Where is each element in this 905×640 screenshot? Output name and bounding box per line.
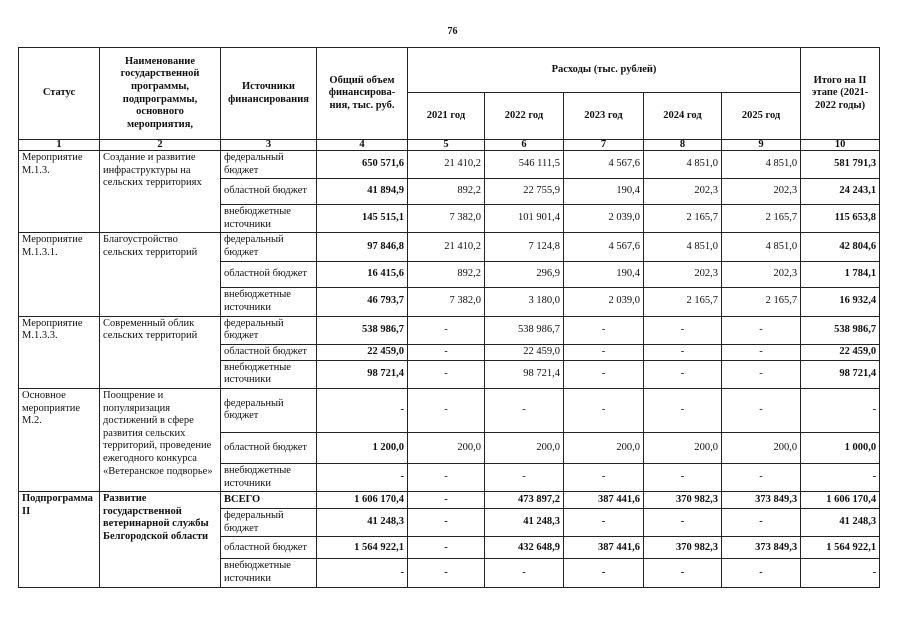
column-index: 6 xyxy=(485,140,564,151)
year-value-cell: - xyxy=(644,344,722,360)
column-index: 9 xyxy=(722,140,801,151)
source-cell: федеральный бюджет xyxy=(221,316,317,344)
table-row xyxy=(19,492,880,509)
source-cell: внебюджетные источники xyxy=(221,205,317,233)
year-value-cell: 4 851,0 xyxy=(644,151,722,179)
year-value-cell: 22 459,0 xyxy=(485,344,564,360)
year-value-cell: - xyxy=(564,316,644,344)
year-value-cell: 2 039,0 xyxy=(564,205,644,233)
year-value-cell: - xyxy=(408,316,485,344)
year-value-cell: 3 180,0 xyxy=(485,287,564,316)
itogo-cell: 1 606 170,4 xyxy=(801,492,880,509)
itogo-cell: 42 804,6 xyxy=(801,233,880,261)
itogo-cell: 538 986,7 xyxy=(801,316,880,344)
itogo-cell: 581 791,3 xyxy=(801,151,880,179)
total-cell: 145 515,1 xyxy=(317,205,408,233)
year-value-cell: 200,0 xyxy=(485,432,564,463)
year-value-cell: 7 382,0 xyxy=(408,287,485,316)
year-value-cell: 2 165,7 xyxy=(644,205,722,233)
year-value-cell: 4 851,0 xyxy=(722,233,801,261)
year-value-cell: 98 721,4 xyxy=(485,360,564,388)
year-value-cell: 202,3 xyxy=(644,179,722,205)
year-value-cell: - xyxy=(722,344,801,360)
source-cell: внебюджетные источники xyxy=(221,463,317,491)
year-value-cell: 2 165,7 xyxy=(722,287,801,316)
total-cell: 1 564 922,1 xyxy=(317,537,408,559)
name-cell: Развитие государственной ветеринарной службы Белгородской области xyxy=(100,492,221,587)
itogo-cell: - xyxy=(801,463,880,491)
year-value-cell: - xyxy=(722,509,801,537)
year-value-cell: 538 986,7 xyxy=(485,316,564,344)
year-value-cell: 22 755,9 xyxy=(485,179,564,205)
header-year: 2024 год xyxy=(644,93,722,140)
header-year: 2025 год xyxy=(722,93,801,140)
year-value-cell: 7 124,8 xyxy=(485,233,564,261)
year-value-cell: - xyxy=(722,559,801,587)
page-number: 76 xyxy=(447,26,458,37)
source-cell: федеральный бюджет xyxy=(221,233,317,261)
budget-table xyxy=(18,47,880,588)
itogo-cell: - xyxy=(801,559,880,587)
status-cell: Мероприятие М.1.3. xyxy=(19,151,100,233)
year-value-cell: - xyxy=(722,316,801,344)
itogo-cell: - xyxy=(801,388,880,432)
year-value-cell: 21 410,2 xyxy=(408,151,485,179)
itogo-cell: 22 459,0 xyxy=(801,344,880,360)
year-value-cell: 432 648,9 xyxy=(485,537,564,559)
column-index-row xyxy=(19,140,880,151)
year-value-cell: - xyxy=(564,463,644,491)
header-status: Статус xyxy=(19,48,100,140)
itogo-cell: 16 932,4 xyxy=(801,287,880,316)
itogo-cell: 1 000,0 xyxy=(801,432,880,463)
source-cell: областной бюджет xyxy=(221,344,317,360)
year-value-cell: 546 111,5 xyxy=(485,151,564,179)
header-total: Общий объем финансирова-ния, тыс. руб. xyxy=(317,48,408,140)
year-value-cell: 41 248,3 xyxy=(485,509,564,537)
column-index: 3 xyxy=(221,140,317,151)
total-cell: 650 571,6 xyxy=(317,151,408,179)
year-value-cell: 4 567,6 xyxy=(564,233,644,261)
total-cell: 1 200,0 xyxy=(317,432,408,463)
year-value-cell: 101 901,4 xyxy=(485,205,564,233)
year-value-cell: 373 849,3 xyxy=(722,492,801,509)
total-cell: 1 606 170,4 xyxy=(317,492,408,509)
column-index: 7 xyxy=(564,140,644,151)
year-value-cell: 202,3 xyxy=(722,179,801,205)
year-value-cell: - xyxy=(408,360,485,388)
year-value-cell: - xyxy=(564,360,644,388)
column-index: 2 xyxy=(100,140,221,151)
year-value-cell: 4 851,0 xyxy=(722,151,801,179)
year-value-cell: - xyxy=(408,388,485,432)
year-value-cell: - xyxy=(644,360,722,388)
itogo-cell: 24 243,1 xyxy=(801,179,880,205)
source-cell: областной бюджет xyxy=(221,179,317,205)
table-row xyxy=(19,388,880,432)
source-cell: областной бюджет xyxy=(221,537,317,559)
year-value-cell: 7 382,0 xyxy=(408,205,485,233)
total-cell: 98 721,4 xyxy=(317,360,408,388)
source-cell: федеральный бюджет xyxy=(221,388,317,432)
total-cell: 16 415,6 xyxy=(317,261,408,287)
year-value-cell: 4 567,6 xyxy=(564,151,644,179)
status-cell: Основное мероприятие М.2. xyxy=(19,388,100,491)
total-cell: 41 248,3 xyxy=(317,509,408,537)
year-value-cell: - xyxy=(722,360,801,388)
total-cell: 46 793,7 xyxy=(317,287,408,316)
year-value-cell: 200,0 xyxy=(644,432,722,463)
total-cell: - xyxy=(317,388,408,432)
status-cell: Мероприятие М.1.3.1. xyxy=(19,233,100,316)
year-value-cell: - xyxy=(644,509,722,537)
year-value-cell: 21 410,2 xyxy=(408,233,485,261)
year-value-cell: 2 039,0 xyxy=(564,287,644,316)
year-value-cell: - xyxy=(722,388,801,432)
total-cell: 41 894,9 xyxy=(317,179,408,205)
year-value-cell: - xyxy=(564,388,644,432)
year-value-cell: 387 441,6 xyxy=(564,492,644,509)
year-value-cell: - xyxy=(644,559,722,587)
year-value-cell: 892,2 xyxy=(408,179,485,205)
itogo-cell: 98 721,4 xyxy=(801,360,880,388)
year-value-cell: 370 982,3 xyxy=(644,537,722,559)
header-expenses: Расходы (тыс. рублей) xyxy=(408,48,801,93)
source-cell: областной бюджет xyxy=(221,432,317,463)
year-value-cell: 370 982,3 xyxy=(644,492,722,509)
year-value-cell: - xyxy=(408,509,485,537)
table-row xyxy=(19,151,880,179)
year-value-cell: - xyxy=(564,344,644,360)
year-value-cell: 2 165,7 xyxy=(644,287,722,316)
total-cell: - xyxy=(317,559,408,587)
year-value-cell: - xyxy=(408,463,485,491)
header-itogo: Итого на II этапе (2021-2022 годы) xyxy=(801,48,880,140)
year-value-cell: - xyxy=(485,388,564,432)
table-row xyxy=(19,316,880,344)
status-cell: Мероприятие М.1.3.3. xyxy=(19,316,100,388)
year-value-cell: 190,4 xyxy=(564,261,644,287)
year-value-cell: 296,9 xyxy=(485,261,564,287)
source-cell: внебюджетные источники xyxy=(221,287,317,316)
source-cell: ВСЕГО xyxy=(221,492,317,509)
source-cell: внебюджетные источники xyxy=(221,559,317,587)
year-value-cell: 200,0 xyxy=(722,432,801,463)
year-value-cell: - xyxy=(722,463,801,491)
year-value-cell: 4 851,0 xyxy=(644,233,722,261)
year-value-cell: 2 165,7 xyxy=(722,205,801,233)
header-year: 2023 год xyxy=(564,93,644,140)
name-cell: Поощрение и популяризация достижений в сфере развития сельских территорий, проведение ежегодного конкурса «Ветеранское подворье» xyxy=(100,388,221,491)
column-index: 4 xyxy=(317,140,408,151)
table-row xyxy=(19,233,880,261)
year-value-cell: - xyxy=(644,316,722,344)
year-value-cell: 202,3 xyxy=(722,261,801,287)
itogo-cell: 1 784,1 xyxy=(801,261,880,287)
year-value-cell: - xyxy=(408,344,485,360)
year-value-cell: - xyxy=(644,388,722,432)
column-index: 1 xyxy=(19,140,100,151)
header-source: Источники финансирования xyxy=(221,48,317,140)
total-cell: 538 986,7 xyxy=(317,316,408,344)
itogo-cell: 41 248,3 xyxy=(801,509,880,537)
column-index: 10 xyxy=(801,140,880,151)
year-value-cell: 200,0 xyxy=(408,432,485,463)
source-cell: федеральный бюджет xyxy=(221,509,317,537)
year-value-cell: - xyxy=(408,492,485,509)
year-value-cell: - xyxy=(564,509,644,537)
name-cell: Современный облик сельских территорий xyxy=(100,316,221,388)
total-cell: 97 846,8 xyxy=(317,233,408,261)
column-index: 8 xyxy=(644,140,722,151)
total-cell: - xyxy=(317,463,408,491)
column-index: 5 xyxy=(408,140,485,151)
name-cell: Благоустройство сельских территорий xyxy=(100,233,221,316)
year-value-cell: 202,3 xyxy=(644,261,722,287)
total-cell: 22 459,0 xyxy=(317,344,408,360)
itogo-cell: 1 564 922,1 xyxy=(801,537,880,559)
header-name: Наименование государственной программы, подпрограммы, основного мероприятия, xyxy=(100,48,221,140)
year-value-cell: - xyxy=(564,559,644,587)
year-value-cell: - xyxy=(644,463,722,491)
year-value-cell: 387 441,6 xyxy=(564,537,644,559)
year-value-cell: 473 897,2 xyxy=(485,492,564,509)
status-cell: Подпрограмма II xyxy=(19,492,100,587)
year-value-cell: - xyxy=(408,559,485,587)
name-cell: Создание и развитие инфраструктуры на сельских территориях xyxy=(100,151,221,233)
source-cell: внебюджетные источники xyxy=(221,360,317,388)
source-cell: федеральный бюджет xyxy=(221,151,317,179)
header-year: 2022 год xyxy=(485,93,564,140)
year-value-cell: 200,0 xyxy=(564,432,644,463)
year-value-cell: 373 849,3 xyxy=(722,537,801,559)
year-value-cell: 190,4 xyxy=(564,179,644,205)
source-cell: областной бюджет xyxy=(221,261,317,287)
itogo-cell: 115 653,8 xyxy=(801,205,880,233)
year-value-cell: - xyxy=(408,537,485,559)
year-value-cell: - xyxy=(485,559,564,587)
year-value-cell: 892,2 xyxy=(408,261,485,287)
year-value-cell: - xyxy=(485,463,564,491)
header-year: 2021 год xyxy=(408,93,485,140)
